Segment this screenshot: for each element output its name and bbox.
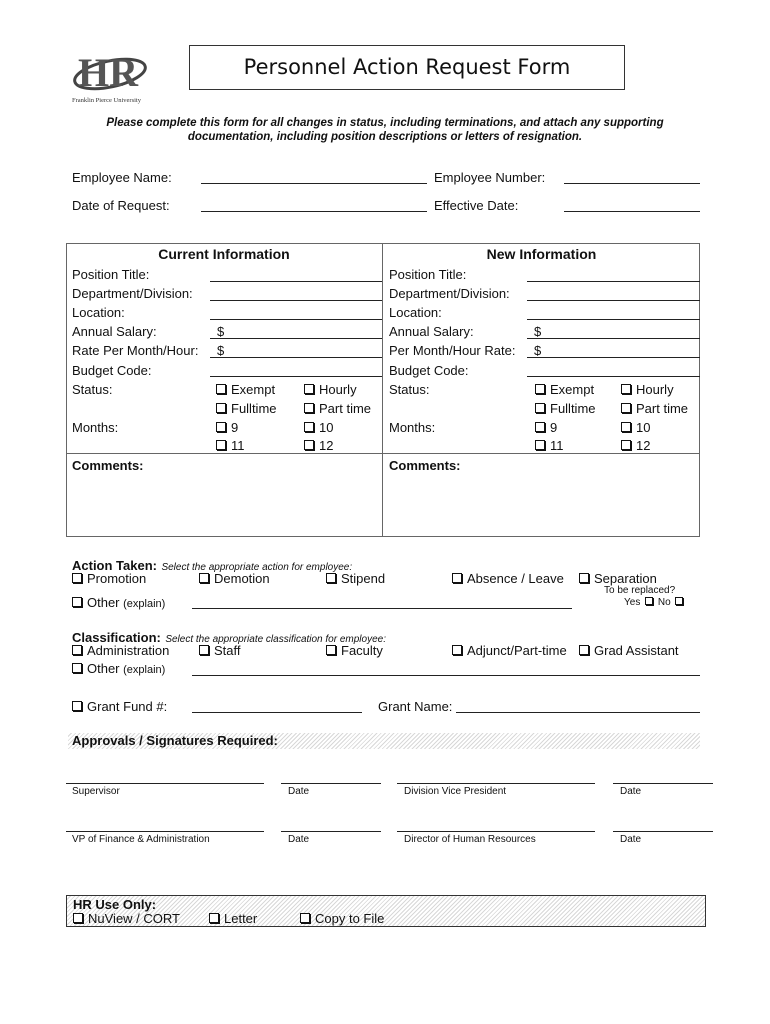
adjunct-checkbox[interactable]	[452, 643, 567, 658]
employee-name-label: Employee Name:	[72, 170, 172, 185]
checkbox-label: 10	[319, 420, 334, 435]
new-salary-label: Annual Salary:	[389, 324, 474, 339]
faculty-checkbox[interactable]	[326, 643, 383, 658]
logo-caption: Franklin Pierce University	[72, 97, 141, 104]
current-exempt-checkbox[interactable]	[216, 382, 275, 397]
no-label: No	[657, 597, 671, 608]
current-location-field[interactable]	[210, 319, 382, 320]
new-parttime-checkbox[interactable]	[621, 401, 688, 416]
checkbox-label: Demotion	[214, 571, 270, 586]
checkbox-icon	[72, 597, 82, 607]
staff-checkbox[interactable]	[199, 643, 241, 658]
new-rate-label: Per Month/Hour Rate:	[389, 343, 516, 358]
current-department-label: Department/Division:	[72, 286, 193, 301]
checkbox-label: Other	[87, 661, 120, 676]
checkbox-label: 9	[550, 420, 558, 435]
new-hourly-checkbox[interactable]	[621, 382, 674, 397]
supervisor-date-label: Date	[288, 786, 310, 797]
dvp-signature-line[interactable]	[397, 783, 595, 784]
checkbox-label: Fulltime	[550, 401, 596, 416]
checkbox-label: 11	[231, 438, 245, 453]
checkbox-label: Grant Fund #:	[87, 699, 168, 714]
current-location-label: Location:	[72, 305, 125, 320]
new-months-9-checkbox[interactable]	[535, 420, 557, 435]
supervisor-date-line[interactable]	[281, 783, 381, 784]
checkbox-label: Hourly	[319, 382, 357, 397]
current-salary-field[interactable]	[210, 338, 382, 339]
no-checkbox[interactable]	[675, 597, 683, 605]
date-of-request-label: Date of Request:	[72, 198, 170, 213]
new-fulltime-checkbox[interactable]	[535, 401, 596, 416]
checkbox-label: Part time	[636, 401, 689, 416]
dhr-label: Director of Human Resources	[404, 834, 536, 845]
checkbox-icon	[199, 645, 209, 655]
new-location-field[interactable]	[527, 319, 700, 320]
grant-name-field[interactable]	[456, 712, 700, 713]
new-department-label: Department/Division:	[389, 286, 510, 301]
effective-date-field[interactable]	[564, 211, 700, 212]
approvals-banner	[68, 733, 700, 749]
checkbox-icon	[72, 663, 82, 673]
new-status-label: Status:	[389, 382, 430, 397]
current-months-label: Months:	[72, 420, 119, 435]
checkbox-label: Copy to File	[315, 911, 385, 926]
checkbox-icon	[452, 573, 462, 583]
new-months-10-checkbox[interactable]	[621, 420, 650, 435]
current-department-field[interactable]	[210, 300, 382, 301]
checkbox-icon	[535, 403, 545, 413]
new-comments-field[interactable]	[385, 475, 698, 535]
new-budget-field[interactable]	[527, 376, 700, 377]
checkbox-icon	[72, 573, 82, 583]
approvals-heading: Approvals / Signatures Required:	[72, 733, 278, 748]
current-parttime-checkbox[interactable]	[304, 401, 371, 416]
checkbox-icon	[209, 913, 219, 923]
to-be-replaced-label: To be replaced?	[604, 585, 676, 596]
table-divider	[382, 243, 383, 537]
checkbox-label: Adjunct/Part-time	[467, 643, 567, 658]
checkbox-label: Administration	[87, 643, 170, 658]
instructions-line-1: Please complete this form for all changes in status, including terminations, and attach any supporting	[106, 117, 664, 129]
hr-logo	[70, 44, 150, 106]
new-position-field[interactable]	[527, 281, 700, 282]
absence-leave-checkbox[interactable]	[452, 571, 564, 586]
employee-number-field[interactable]	[564, 183, 700, 184]
checkbox-label: Letter	[224, 911, 258, 926]
supervisor-signature-line[interactable]	[66, 783, 264, 784]
new-rate-field[interactable]	[527, 357, 700, 358]
current-salary-label: Annual Salary:	[72, 324, 157, 339]
current-months-9-checkbox[interactable]	[216, 420, 238, 435]
checkbox-label: Absence / Leave	[467, 571, 564, 586]
grant-fund-field[interactable]	[192, 712, 362, 713]
checkbox-icon	[621, 384, 631, 394]
supervisor-label: Supervisor	[72, 786, 120, 797]
grant-fund-checkbox[interactable]	[72, 699, 167, 714]
promotion-checkbox[interactable]	[72, 571, 146, 586]
replaced-options	[624, 597, 685, 608]
grad-assistant-checkbox[interactable]	[579, 643, 679, 658]
classification-other-field[interactable]	[192, 675, 700, 676]
checkbox-label: Other	[87, 595, 120, 610]
administration-checkbox[interactable]	[72, 643, 169, 658]
new-location-label: Location:	[389, 305, 442, 320]
classification-other-checkbox[interactable]	[72, 661, 165, 676]
current-months-11-checkbox[interactable]	[216, 438, 245, 453]
hr-use-only-heading: HR Use Only:	[73, 897, 157, 912]
checkbox-icon	[304, 384, 314, 394]
checkbox-icon	[621, 440, 631, 450]
vpfa-date-label: Date	[288, 834, 310, 845]
checkbox-label: 12	[319, 438, 334, 453]
comments-divider	[66, 453, 700, 454]
current-information-heading: Current Information	[158, 246, 290, 262]
dhr-signature-line[interactable]	[397, 831, 595, 832]
dhr-date-label: Date	[620, 834, 642, 845]
checkbox-icon	[579, 645, 589, 655]
checkbox-icon	[72, 701, 82, 711]
new-position-label: Position Title:	[389, 267, 467, 282]
checkbox-icon	[621, 403, 631, 413]
new-salary-field[interactable]	[527, 338, 700, 339]
current-budget-field[interactable]	[210, 376, 382, 377]
checkbox-icon	[72, 645, 82, 655]
checkbox-label: 9	[231, 420, 239, 435]
current-status-label: Status:	[72, 382, 113, 397]
checkbox-icon	[535, 384, 545, 394]
new-months-label: Months:	[389, 420, 436, 435]
employee-number-label: Employee Number:	[434, 170, 546, 185]
letter-checkbox[interactable]	[209, 911, 257, 926]
classification-hint: Select the appropriate classification for employee:	[165, 634, 386, 645]
checkbox-icon	[304, 440, 314, 450]
current-fulltime-checkbox[interactable]	[216, 401, 277, 416]
new-exempt-checkbox[interactable]	[535, 382, 594, 397]
checkbox-label: Faculty	[341, 643, 383, 658]
current-position-field[interactable]	[210, 281, 382, 282]
checkbox-label: Exempt	[550, 382, 595, 397]
checkbox-label: 12	[636, 438, 651, 453]
new-rate-dollar: $	[534, 343, 542, 358]
nuview-cort-checkbox[interactable]	[73, 911, 180, 926]
checkbox-icon	[579, 573, 589, 583]
current-comments-label: Comments:	[72, 458, 144, 473]
logo-letters: HR	[78, 50, 138, 95]
checkbox-icon	[621, 422, 631, 432]
action-taken-hint: Select the appropriate action for employee:	[161, 562, 353, 573]
employee-name-field[interactable]	[201, 183, 427, 184]
checkbox-label: 10	[636, 420, 651, 435]
checkbox-icon	[216, 403, 226, 413]
page-title: Personnel Action Request Form	[189, 45, 625, 90]
current-months-10-checkbox[interactable]	[304, 420, 333, 435]
stipend-checkbox[interactable]	[326, 571, 385, 586]
checkbox-label: Separation	[594, 571, 657, 586]
new-comments-label: Comments:	[389, 458, 461, 473]
new-salary-dollar: $	[534, 324, 542, 339]
current-rate-field[interactable]	[210, 357, 382, 358]
checkbox-icon	[304, 403, 314, 413]
current-salary-dollar: $	[217, 324, 225, 339]
checkbox-icon	[304, 422, 314, 432]
current-rate-dollar: $	[217, 343, 225, 358]
checkbox-icon	[216, 384, 226, 394]
demotion-checkbox[interactable]	[199, 571, 270, 586]
checkbox-icon	[535, 422, 545, 432]
new-months-12-checkbox[interactable]	[621, 438, 650, 453]
explain-label: (explain)	[123, 664, 166, 676]
checkbox-label: Exempt	[231, 382, 276, 397]
checkbox-icon	[199, 573, 209, 583]
dvp-label: Division Vice President	[404, 786, 507, 797]
yes-checkbox[interactable]	[645, 597, 653, 605]
checkbox-label: NuView / CORT	[88, 911, 180, 926]
vpfa-label: VP of Finance & Administration	[72, 834, 210, 845]
new-information-heading: New Information	[486, 246, 597, 262]
action-other-checkbox[interactable]	[72, 595, 165, 610]
checkbox-label: Fulltime	[231, 401, 277, 416]
explain-label: (explain)	[123, 598, 166, 610]
dhr-date-line[interactable]	[613, 831, 713, 832]
current-position-label: Position Title:	[72, 267, 150, 282]
checkbox-label: Staff	[214, 643, 241, 658]
vpfa-signature-line[interactable]	[66, 831, 264, 832]
current-months-12-checkbox[interactable]	[304, 438, 333, 453]
yes-label: Yes	[624, 597, 641, 608]
instructions	[95, 116, 675, 144]
checkbox-icon	[216, 422, 226, 432]
checkbox-label: Part time	[319, 401, 372, 416]
current-hourly-checkbox[interactable]	[304, 382, 357, 397]
checkbox-label: Grad Assistant	[594, 643, 679, 658]
current-rate-label: Rate Per Month/Hour:	[72, 343, 199, 358]
checkbox-icon	[452, 645, 462, 655]
copy-to-file-checkbox[interactable]	[300, 911, 384, 926]
checkbox-icon	[326, 573, 336, 583]
action-taken-label: Action Taken:	[72, 558, 157, 573]
instructions-line-2: documentation, including position descriptions or letters of resignation.	[187, 131, 583, 143]
checkbox-icon	[73, 913, 83, 923]
dvp-date-label: Date	[620, 786, 642, 797]
current-comments-field[interactable]	[68, 475, 380, 535]
checkbox-label: Hourly	[636, 382, 674, 397]
checkbox-icon	[216, 440, 226, 450]
checkbox-icon	[535, 440, 545, 450]
checkbox-label: 11	[550, 438, 564, 453]
current-budget-label: Budget Code:	[72, 363, 152, 378]
new-budget-label: Budget Code:	[389, 363, 469, 378]
separation-checkbox[interactable]	[579, 571, 657, 586]
new-months-11-checkbox[interactable]	[535, 438, 564, 453]
action-other-field[interactable]	[192, 608, 572, 609]
grant-name-label: Grant Name:	[378, 699, 453, 714]
vpfa-date-line[interactable]	[281, 831, 381, 832]
checkbox-icon	[300, 913, 310, 923]
hr-use-only-box	[66, 895, 706, 927]
effective-date-label: Effective Date:	[434, 198, 519, 213]
classification-label: Classification:	[72, 630, 161, 645]
date-of-request-field[interactable]	[201, 211, 427, 212]
dvp-date-line[interactable]	[613, 783, 713, 784]
checkbox-icon	[326, 645, 336, 655]
checkbox-label: Stipend	[341, 571, 386, 586]
new-department-field[interactable]	[527, 300, 700, 301]
checkbox-label: Promotion	[87, 571, 147, 586]
